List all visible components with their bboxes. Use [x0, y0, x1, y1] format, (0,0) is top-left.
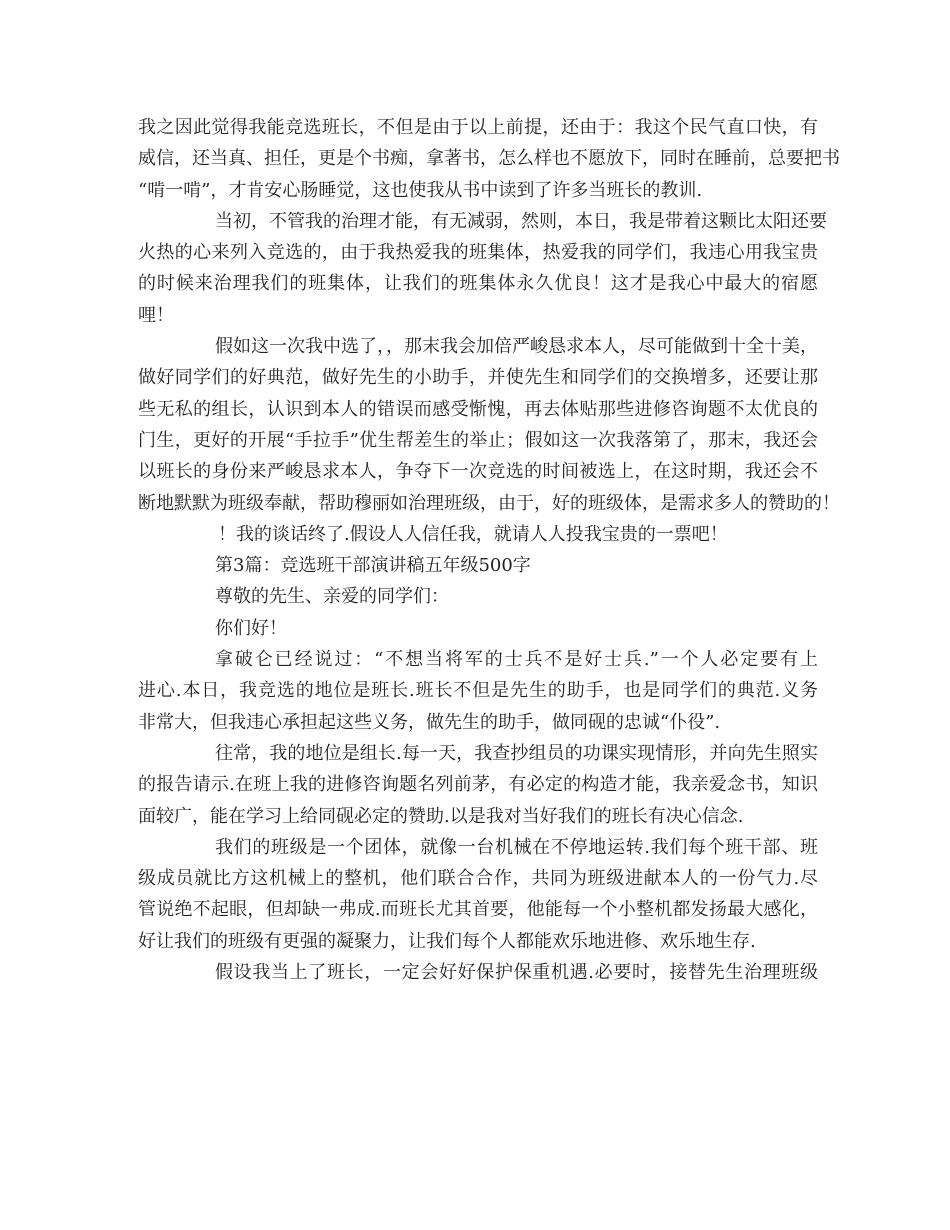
text-line: 以班长的身份来严峻恳求本人，争夺下一次竞选的时间被选上，在这时期，我还会不	[138, 461, 818, 483]
text-line: 假设我当上了班长，一定会好好保护保重机遇.必要时，接替先生治理班级	[215, 962, 818, 984]
text-line: 拿破仑已经说过：“不想当将军的士兵不是好士兵.”一个人必定要有上	[215, 649, 818, 671]
text-line: 威信，还当真、担任，更是个书痴，拿著书，怎么样也不愿放下，同时在睡前，总要把书	[138, 148, 840, 170]
text-line: 管说绝不起眼，但却缺一弗成.而班长尤其首要，他能每一个小整机都发扬最大感化，	[138, 899, 818, 921]
text-line: ！我的谈话终了.假设人人信任我，就请人人投我宝贵的一票吧！	[218, 523, 728, 545]
text-line: 我之因此觉得我能竞选班长，不但是由于以上前提，还由于：我这个民气直口快，有	[138, 117, 818, 138]
text-line: 些无私的组长，认识到本人的错误而感受惭愧，再去体贴那些进修咨询题不太优良的	[138, 398, 818, 420]
text-line: 第3篇：竞选班干部演讲稿五年级500字	[215, 555, 531, 577]
text-line: 你们好！	[215, 617, 287, 639]
text-line: 非常大，但我违心承担起这些义务，做先生的助手，做同砚的忠诚“仆役”.	[138, 711, 721, 733]
text-line: 当初，不管我的治理才能，有无减弱，然则，本日，我是带着这颗比太阳还要	[215, 210, 827, 232]
text-line: 级成员就比方这机械上的整机，他们联合合作，共同为班级进献本人的一份气力.尽	[138, 868, 818, 890]
text-line: 好让我们的班级有更强的凝聚力，让我们每个人都能欢乐地进修、欢乐地生存.	[138, 930, 756, 952]
text-line: 尊敬的先生、亲爱的同学们：	[215, 586, 449, 608]
text-line: “啃一啃”，才肯安心肠睡觉，这也使我从书中读到了许多当班长的教训.	[138, 179, 703, 201]
text-line: 我们的班级是一个团体，就像一台机械在不停地运转.我们每个班干部、班	[215, 836, 818, 858]
text-line: 哩！	[138, 304, 174, 326]
text-line: 门生，更好的开展“手拉手”优生帮差生的举止；假如这一次我落第了，那末，我还会	[138, 429, 818, 451]
text-line: 的报告请示.在班上我的进修咨询题名列前茅，有必定的构造才能，我亲爱念书，知识	[138, 774, 818, 796]
text-line: 假如这一次我中选了，，那末我会加倍严峻恳求本人，尽可能做到十全十美，	[215, 336, 818, 358]
text-line: 面较广，能在学习上给同砚必定的赞助.以是我对当好我们的班长有决心信念.	[138, 805, 744, 827]
text-line: 断地默默为班级奉献，帮助穆丽如治理班级，由于，好的班级体，是需求多人的赞助的！	[138, 492, 840, 514]
document-body	[138, 112, 840, 988]
text-line: 做好同学们的好典范，做好先生的小助手，并使先生和同学们的交换增多，还要让那	[138, 367, 818, 389]
text-line: 的时候来治理我们的班集体，让我们的班集体永久优良！这才是我心中最大的宿愿	[138, 273, 818, 295]
text-line: 往常，我的地位是组长.每一天，我查抄组员的功课实现情形，并向先生照实	[215, 742, 818, 764]
text-line: 火热的心来列入竞选的，由于我热爱我的班集体，热爱我的同学们，我违心用我宝贵	[138, 242, 818, 264]
text-line: 进心.本日，我竞选的地位是班长.班长不但是先生的助手，也是同学们的典范.义务	[138, 680, 818, 702]
